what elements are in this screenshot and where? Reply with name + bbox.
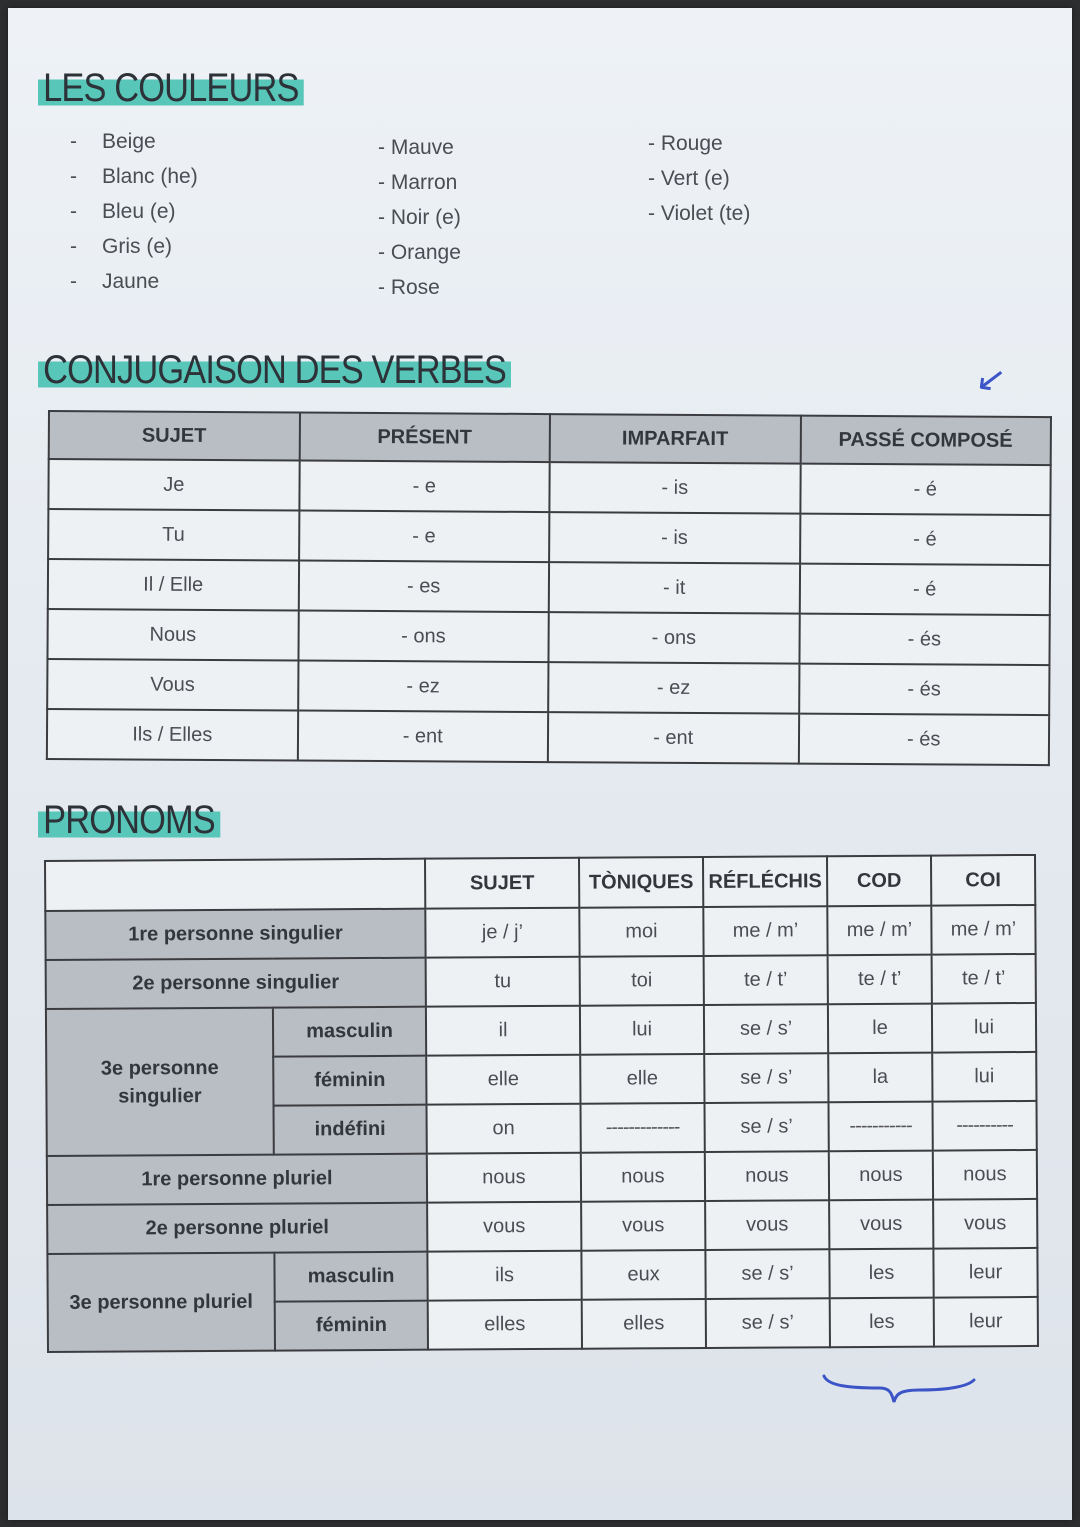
column-header-tonic: TÒNIQUES <box>579 857 703 908</box>
row-label: 2e personne pluriel <box>47 1203 427 1254</box>
table-cell: - ons <box>298 611 549 663</box>
table-row <box>47 1199 1037 1254</box>
table-cell: la <box>828 1053 932 1103</box>
list-item: - Rouge <box>648 132 723 155</box>
pronouns-title: PRONOMS <box>38 798 220 843</box>
pronouns-table <box>44 854 1039 1353</box>
table-cell: - it <box>549 562 800 614</box>
table-cell: - is <box>549 512 800 564</box>
table-cell: Nous <box>47 609 298 661</box>
colors-title: LES COULEURS <box>38 66 304 111</box>
column-header-subject: SUJET <box>425 858 579 909</box>
table-cell: nous <box>427 1153 581 1203</box>
table-cell: me / m’ <box>931 905 1035 955</box>
table-cell: - ent <box>548 712 799 764</box>
table-cell: - e <box>299 461 550 513</box>
row-label: indéfini <box>274 1105 427 1155</box>
table-cell: le <box>828 1004 932 1054</box>
colors-column-3 <box>648 126 750 231</box>
list-item: - Noir (e) <box>378 206 461 229</box>
conjugation-table <box>46 410 1052 766</box>
table-header-row <box>49 411 1051 465</box>
row-label: féminin <box>273 1056 426 1106</box>
table-cell: les <box>830 1298 934 1348</box>
table-cell: moi <box>579 907 703 957</box>
list-item: - Vert (e) <box>648 167 730 190</box>
row-label: masculin <box>274 1252 427 1302</box>
row-group-label: 3e personne singulier <box>46 1008 274 1156</box>
table-row <box>47 1248 1037 1303</box>
table-cell: elles <box>428 1300 582 1350</box>
list-item: - Jaune <box>70 270 160 293</box>
list-item: - Rose <box>378 276 440 299</box>
column-header-present: PRÉSENT <box>299 413 550 463</box>
worksheet-page <box>8 8 1072 1520</box>
table-cell: je / j’ <box>425 908 579 958</box>
table-cell: lui <box>932 1052 1036 1102</box>
table-cell: - ons <box>548 612 799 664</box>
list-item: - Gris (e) <box>70 235 172 258</box>
table-cell: tu <box>426 957 580 1007</box>
table-cell: me / m’ <box>703 906 827 956</box>
list-item: - Orange <box>378 241 461 264</box>
table-cell: elle <box>580 1054 704 1104</box>
checkmark-icon: ↙ <box>973 356 1009 401</box>
colors-column-2 <box>378 130 461 305</box>
table-cell: vous <box>829 1200 933 1250</box>
table-cell: lui <box>580 1005 704 1055</box>
table-row <box>47 609 1049 665</box>
table-cell: elle <box>426 1055 580 1105</box>
table-cell: me / m’ <box>827 906 931 956</box>
table-cell: - é <box>800 514 1051 566</box>
table-cell: vous <box>427 1202 581 1252</box>
curly-brace-icon <box>820 1372 980 1408</box>
table-cell: Ils / Elles <box>47 709 298 761</box>
table-cell: Tu <box>48 509 299 561</box>
table-cell: toi <box>580 956 704 1006</box>
list-item: - Violet (te) <box>648 202 751 225</box>
table-cell: on <box>427 1104 581 1154</box>
table-row <box>47 659 1049 715</box>
table-cell: nous <box>933 1150 1037 1200</box>
empty-corner-cell <box>45 859 425 911</box>
table-cell: Je <box>48 459 299 511</box>
row-label: 2e personne singulier <box>46 958 426 1009</box>
table-row <box>47 1150 1037 1205</box>
column-header-past: PASSÉ COMPOSÉ <box>800 416 1051 466</box>
table-cell: les <box>829 1249 933 1299</box>
row-label: 1re personne singulier <box>45 909 425 960</box>
table-row <box>48 559 1050 615</box>
table-cell: leur <box>933 1248 1037 1298</box>
table-cell: - ez <box>548 662 799 714</box>
conjugation-title: CONJUGAISON DES VERBES <box>38 348 511 393</box>
list-item: - Blanc (he) <box>70 165 198 188</box>
table-cell: vous <box>933 1199 1037 1249</box>
table-cell: Vous <box>47 659 298 711</box>
table-cell: Il / Elle <box>48 559 299 611</box>
table-row <box>46 1003 1036 1058</box>
table-cell: ----------- <box>828 1102 932 1152</box>
table-cell: - és <box>798 714 1049 766</box>
table-cell: ------------- <box>580 1103 704 1153</box>
list-item: - Mauve <box>378 136 454 159</box>
column-header-reflexive: RÉFLÉCHIS <box>703 856 827 907</box>
table-cell: - é <box>800 464 1051 516</box>
row-label: 1re personne pluriel <box>47 1154 427 1205</box>
table-cell: - e <box>299 511 550 563</box>
table-cell: leur <box>934 1297 1038 1347</box>
column-header-coi: COI <box>931 855 1035 906</box>
row-group-label: 3e personne pluriel <box>47 1253 275 1352</box>
table-cell: ---------- <box>932 1101 1036 1151</box>
table-header-row <box>45 855 1035 911</box>
table-cell: se / s’ <box>705 1249 829 1299</box>
table-row <box>47 709 1049 765</box>
column-header-cod: COD <box>827 856 931 907</box>
column-header-imperfect: IMPARFAIT <box>550 414 801 464</box>
table-row <box>48 459 1050 515</box>
row-label: féminin <box>275 1301 428 1351</box>
table-cell: te / t’ <box>704 955 828 1005</box>
table-cell: te / t’ <box>932 954 1036 1004</box>
column-header-subject: SUJET <box>49 411 300 461</box>
table-cell: - é <box>799 564 1050 616</box>
table-cell: - is <box>549 462 800 514</box>
table-cell: se / s’ <box>704 1004 828 1054</box>
table-cell: - ent <box>297 711 548 763</box>
row-label: masculin <box>273 1007 426 1057</box>
table-cell: elles <box>582 1299 706 1349</box>
list-item: - Beige <box>70 130 156 153</box>
table-cell: se / s’ <box>704 1102 828 1152</box>
table-cell: nous <box>581 1152 705 1202</box>
table-cell: vous <box>705 1200 829 1250</box>
table-cell: - es <box>298 561 549 613</box>
table-cell: - és <box>799 614 1050 666</box>
table-cell: se / s’ <box>704 1053 828 1103</box>
table-row <box>45 905 1035 960</box>
list-item: - Bleu (e) <box>70 200 176 223</box>
table-row <box>48 509 1050 565</box>
list-item: - Marron <box>378 171 458 194</box>
colors-column-1 <box>70 124 198 299</box>
table-cell: nous <box>829 1151 933 1201</box>
table-cell: ils <box>427 1251 581 1301</box>
table-cell: se / s’ <box>706 1298 830 1348</box>
table-cell: il <box>426 1006 580 1056</box>
table-cell: nous <box>705 1151 829 1201</box>
table-cell: eux <box>581 1250 705 1300</box>
table-cell: lui <box>932 1003 1036 1053</box>
table-cell: - ez <box>298 661 549 713</box>
table-cell: vous <box>581 1201 705 1251</box>
table-row <box>46 954 1036 1009</box>
table-cell: - és <box>799 664 1050 716</box>
table-cell: te / t’ <box>828 955 932 1005</box>
